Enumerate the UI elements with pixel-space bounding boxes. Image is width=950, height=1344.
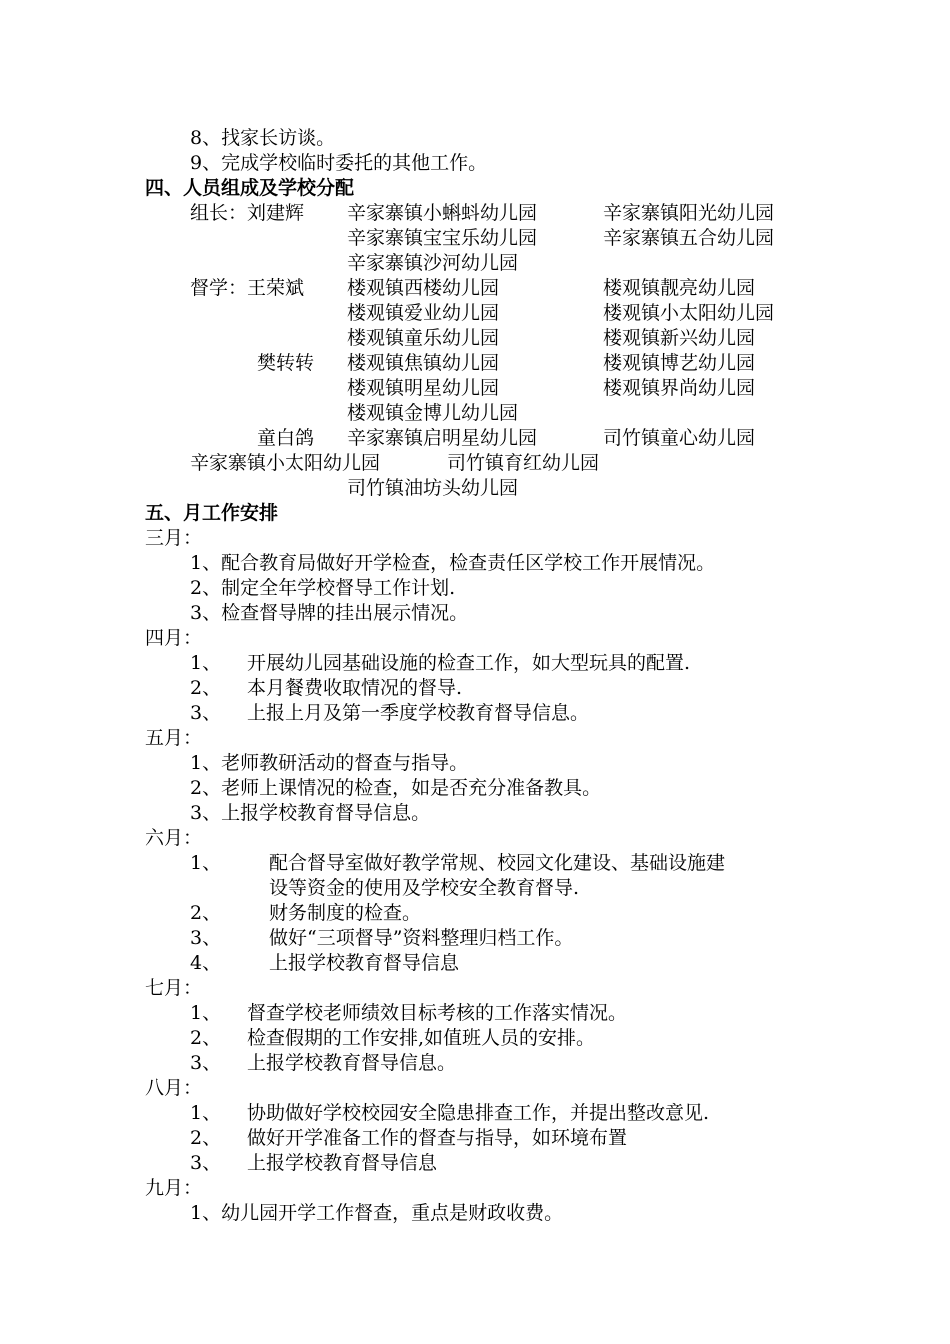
school-name: 楼观镇小太阳幼儿园	[603, 302, 775, 324]
task-number: 1、	[190, 852, 222, 874]
school-name: 楼观镇金博儿幼儿园	[347, 402, 519, 424]
task-number: 1、	[190, 1002, 222, 1024]
task-item: 财务制度的检查。	[269, 902, 422, 924]
task-item: 做好“三项督导”资料整理归档工作。	[269, 927, 574, 949]
task-item: 1、老师教研活动的督查与指导。	[190, 752, 469, 774]
school-name: 司竹镇油坊头幼儿园	[347, 477, 519, 499]
school-name: 辛家寨镇沙河幼儿园	[347, 252, 519, 274]
school-name: 楼观镇界尚幼儿园	[603, 377, 756, 399]
task-item-continuation: 设等资金的使用及学校安全教育督导.	[269, 877, 580, 899]
task-item: 1、幼儿园开学工作督查，重点是财政收费。	[190, 1202, 564, 1224]
task-item: 开展幼儿园基础设施的检查工作，如大型玩具的配置.	[247, 652, 691, 674]
task-item: 上报学校教育督导信息	[269, 952, 460, 974]
school-name: 辛家寨镇宝宝乐幼儿园	[347, 227, 538, 249]
task-item: 3、检查督导牌的挂出展示情况。	[190, 602, 469, 624]
school-name: 楼观镇西楼幼儿园	[347, 277, 500, 299]
school-name: 辛家寨镇小蝌蚪幼儿园	[347, 202, 538, 224]
task-item: 上报上月及第一季度学校教育督导信息。	[247, 702, 590, 724]
task-item: 督查学校老师绩效目标考核的工作落实情况。	[247, 1002, 628, 1024]
inspector-name: 童白鸽	[257, 427, 315, 449]
school-name: 司竹镇童心幼儿园	[603, 427, 756, 449]
month-label: 四月：	[145, 627, 203, 649]
task-number: 2、	[190, 677, 222, 699]
school-name: 辛家寨镇阳光幼儿园	[603, 202, 775, 224]
school-name: 辛家寨镇五合幼儿园	[603, 227, 775, 249]
task-number: 3、	[190, 1052, 222, 1074]
month-label: 七月：	[145, 977, 203, 999]
school-name: 楼观镇明星幼儿园	[347, 377, 500, 399]
task-item: 2、制定全年学校督导工作计划.	[190, 577, 456, 599]
leader-label: 组长：刘建辉	[190, 202, 305, 224]
task-number: 4、	[190, 952, 222, 974]
school-name: 楼观镇新兴幼儿园	[603, 327, 756, 349]
school-name: 楼观镇博艺幼儿园	[603, 352, 756, 374]
month-label: 六月：	[145, 827, 203, 849]
inspector-name: 樊转转	[257, 352, 315, 374]
task-item: 上报学校教育督导信息	[247, 1152, 438, 1174]
school-name: 司竹镇育红幼儿园	[447, 452, 600, 474]
intro-item-9: 9、完成学校临时委托的其他工作。	[190, 152, 488, 174]
task-item: 配合督导室做好教学常规、校园文化建设、基础设施建	[269, 852, 726, 874]
month-label: 三月：	[145, 527, 203, 549]
task-item: 1、配合教育局做好开学检查，检查责任区学校工作开展情况。	[190, 552, 716, 574]
task-item: 做好开学准备工作的督查与指导，如环境布置	[247, 1127, 628, 1149]
section-5-heading: 五、月工作安排	[145, 502, 279, 524]
task-item: 协助做好学校校园安全隐患排查工作，并提出整改意见.	[247, 1102, 710, 1124]
school-name: 楼观镇靓亮幼儿园	[603, 277, 756, 299]
task-item: 本月餐费收取情况的督导.	[247, 677, 463, 699]
task-number: 2、	[190, 1127, 222, 1149]
task-number: 3、	[190, 702, 222, 724]
task-number: 2、	[190, 1027, 222, 1049]
month-label: 九月：	[145, 1177, 203, 1199]
school-name: 楼观镇焦镇幼儿园	[347, 352, 500, 374]
school-name: 辛家寨镇小太阳幼儿园	[190, 452, 381, 474]
school-name: 辛家寨镇启明星幼儿园	[347, 427, 538, 449]
task-number: 2、	[190, 902, 222, 924]
month-label: 五月：	[145, 727, 203, 749]
school-name: 楼观镇爱业幼儿园	[347, 302, 500, 324]
task-item: 2、老师上课情况的检查，如是否充分准备教具。	[190, 777, 602, 799]
task-number: 3、	[190, 1152, 222, 1174]
school-name: 楼观镇童乐幼儿园	[347, 327, 500, 349]
month-label: 八月：	[145, 1077, 203, 1099]
task-number: 3、	[190, 927, 222, 949]
task-item: 3、上报学校教育督导信息。	[190, 802, 431, 824]
task-number: 1、	[190, 652, 222, 674]
task-number: 1、	[190, 1102, 222, 1124]
section-4-heading: 四、人员组成及学校分配	[145, 177, 355, 199]
task-item: 上报学校教育督导信息。	[247, 1052, 457, 1074]
inspector-label: 督学：王荣斌	[190, 277, 305, 299]
intro-item-8: 8、找家长访谈。	[190, 127, 336, 149]
task-item: 检查假期的工作安排,如值班人员的安排。	[247, 1027, 596, 1049]
